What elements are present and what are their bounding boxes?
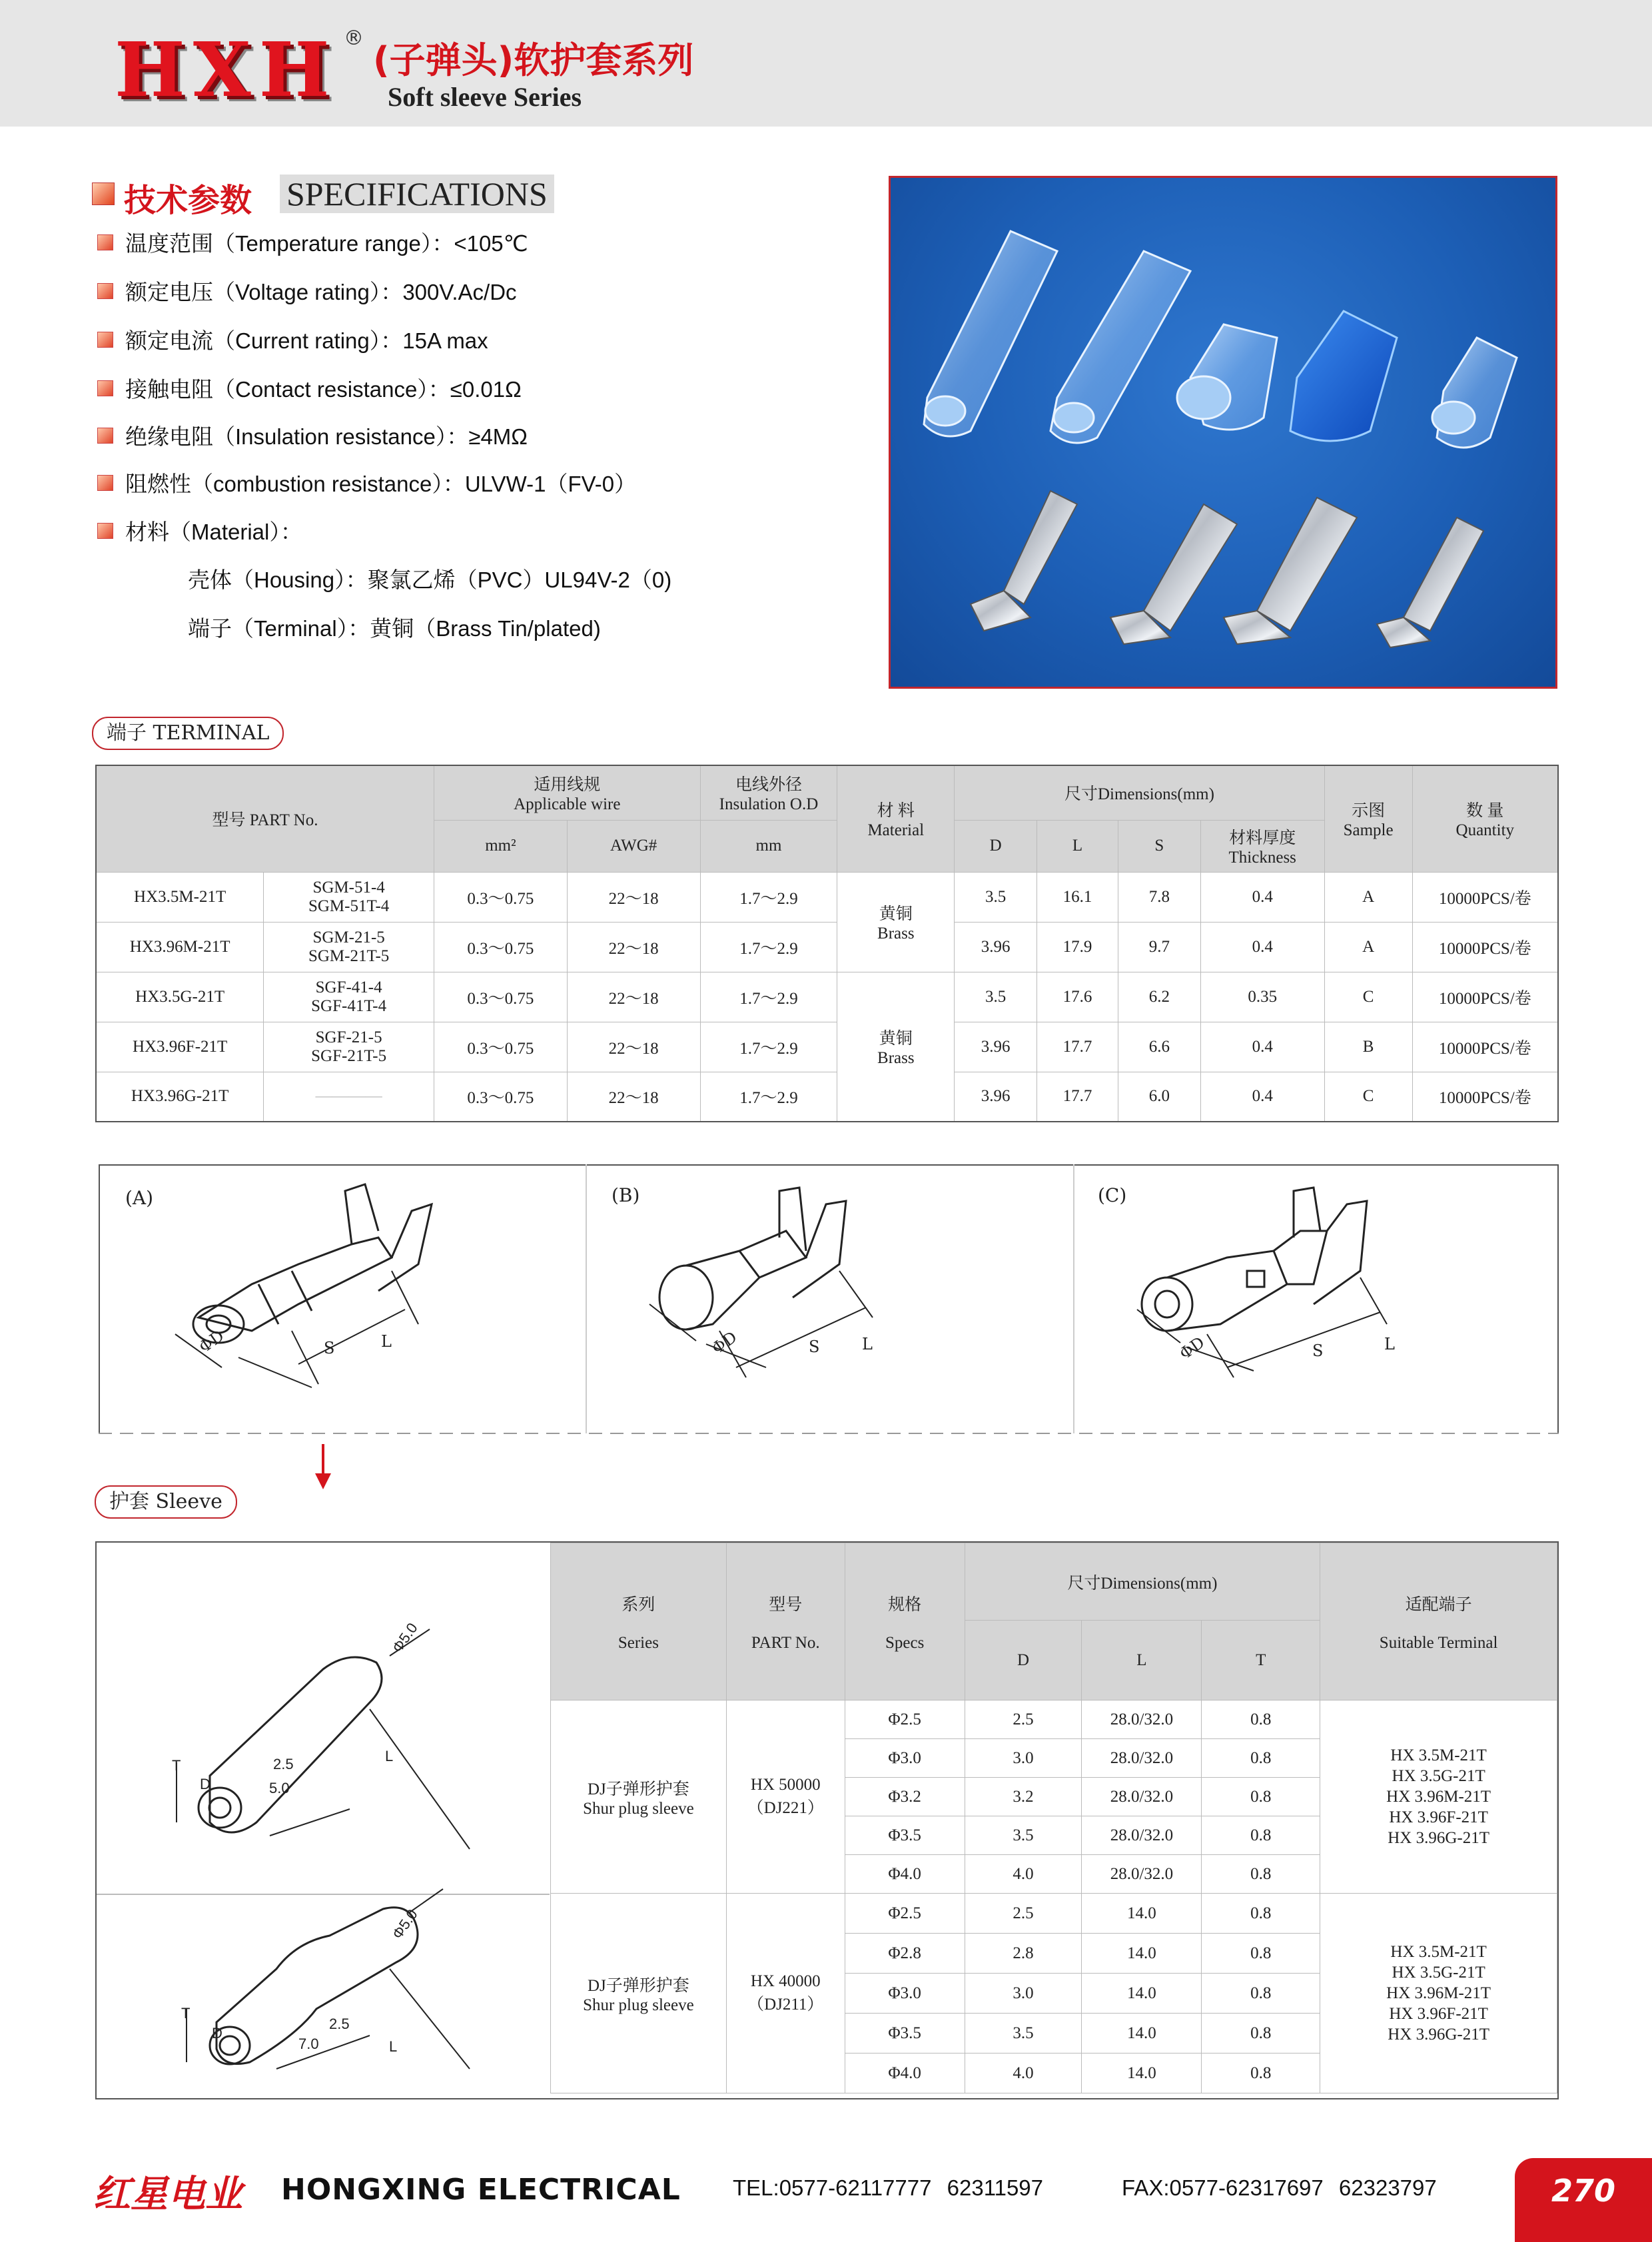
table-row	[96, 872, 1558, 922]
table-row	[96, 1022, 1558, 1072]
square-bullet-icon	[92, 183, 115, 205]
dim-label-l: L	[862, 1335, 873, 1353]
cell-qty: 10000PCS/卷	[1412, 972, 1558, 1022]
figure-label-a: (A)	[125, 1187, 154, 1209]
spec-item: 材料（Material）：	[97, 515, 302, 546]
header-applicable-wire: 适用线规 Applicable wire	[434, 765, 701, 820]
header-specs: 规格 Specs	[845, 1543, 965, 1700]
cell-mm2: 0.3～0.75	[434, 922, 568, 972]
cell-T: 0.8	[1202, 1778, 1320, 1816]
sleeve-drawings	[97, 1543, 550, 2098]
sleeve-dim-dia: Φ5.0	[388, 1906, 421, 1942]
cell-L: 14.0	[1082, 1934, 1202, 1974]
table-row	[96, 922, 1558, 972]
cell-sample: A	[1324, 872, 1412, 922]
spec-sub-item: 壳体（Housing）：聚氯乙烯（PVC）UL94V-2（0)	[188, 567, 672, 592]
cell-qty: 10000PCS/卷	[1412, 1072, 1558, 1122]
brand-logo: HXH	[115, 27, 338, 114]
cell-D: 4.0	[965, 2054, 1082, 2093]
dim-label-d: ΦD	[708, 1327, 741, 1358]
cell-part: HX3.96M-21T	[96, 922, 264, 972]
cell-sub-part: SGM-21-5 SGM-21T-5	[264, 922, 434, 972]
cell-D: 3.0	[965, 1974, 1082, 2014]
header-L: L	[1037, 820, 1118, 872]
product-photo	[889, 176, 1557, 689]
cell-awg: 22～18	[567, 922, 700, 972]
sleeve-drawing-1	[177, 1629, 470, 1849]
footer-company-en: HONGXING ELECTRICAL	[281, 2173, 681, 2207]
header-T: T	[1202, 1621, 1320, 1700]
cell-material: 黄铜 Brass	[837, 972, 955, 1122]
cell-sample: B	[1324, 1022, 1412, 1072]
cell-part: HX3.96F-21T	[96, 1022, 264, 1072]
cell-mm2: 0.3～0.75	[434, 1022, 568, 1072]
dim-label-l: L	[1384, 1335, 1395, 1353]
dim-label-s: S	[809, 1337, 820, 1356]
page-number: 270	[1551, 2173, 1616, 2209]
footer-company-cn: 红星电业	[93, 2173, 242, 2216]
spec-item: 绝缘电阻（Insulation resistance）：≥4MΩ	[97, 420, 528, 451]
dim-label-s: S	[1312, 1341, 1324, 1360]
cell-series: DJ子弹形护套 Shur plug sleeve	[551, 1700, 727, 1894]
drawing-a	[175, 1184, 432, 1387]
sleeve-dim-b: 7.0	[298, 2036, 319, 2052]
header-mm2: mm²	[434, 820, 568, 872]
cell-D: 3.5	[965, 1816, 1082, 1855]
cell-D: 3.5	[955, 972, 1037, 1022]
square-bullet-icon	[97, 234, 113, 250]
cell-spec: Φ3.5	[845, 2014, 965, 2054]
cell-od: 1.7～2.9	[700, 1072, 837, 1122]
drawing-b	[649, 1188, 873, 1377]
header-part-no: 型号 PART No.	[726, 1543, 845, 1700]
terminal-drawings	[99, 1164, 1559, 1444]
header-D: D	[965, 1621, 1082, 1700]
cell-thickness: 0.4	[1200, 1022, 1324, 1072]
cell-sample: C	[1324, 1072, 1412, 1122]
cell-D: 2.5	[965, 1894, 1082, 1934]
cell-spec: Φ4.0	[845, 2054, 965, 2093]
page-title-cn: (子弹头)软护套系列	[373, 39, 694, 81]
sleeve-dim-t: T	[172, 1757, 181, 1774]
cell-od: 1.7～2.9	[700, 872, 837, 922]
square-bullet-icon	[97, 380, 113, 396]
cell-part: HX 50000 （DJ221）	[726, 1700, 845, 1894]
terminal-section-label: 端子 TERMINAL	[92, 717, 284, 750]
cell-S: 6.6	[1118, 1022, 1200, 1072]
header-mm: mm	[700, 820, 837, 872]
cell-D: 3.96	[955, 1022, 1037, 1072]
sleeve-dim-l: L	[385, 1748, 394, 1764]
cell-part: HX3.5M-21T	[96, 872, 264, 922]
cell-T: 0.8	[1202, 1974, 1320, 2014]
figure-label-b: (B)	[612, 1184, 640, 1206]
cell-awg: 22～18	[567, 1022, 700, 1072]
cell-L: 14.0	[1082, 2054, 1202, 2093]
cell-L: 28.0/32.0	[1082, 1739, 1202, 1778]
cell-L: 14.0	[1082, 1974, 1202, 2014]
cell-spec: Φ3.2	[845, 1778, 965, 1816]
terminal-spec-table	[95, 765, 1559, 1122]
arrow-down-icon	[313, 1444, 333, 1491]
dim-label-d: ΦD	[195, 1326, 228, 1357]
cell-L: 28.0/32.0	[1082, 1778, 1202, 1816]
cell-L: 17.7	[1037, 1072, 1118, 1122]
terminal-shapes	[971, 491, 1483, 647]
page-title-en: Soft sleeve Series	[388, 82, 582, 112]
cell-awg: 22～18	[567, 972, 700, 1022]
cell-part: HX3.5G-21T	[96, 972, 264, 1022]
spec-heading-cn: 技术参数	[124, 182, 252, 219]
cell-qty: 10000PCS/卷	[1412, 922, 1558, 972]
cell-D: 3.96	[955, 922, 1037, 972]
header-awg: AWG#	[567, 820, 700, 872]
cell-sub-part: SGM-51-4 SGM-51T-4	[264, 872, 434, 922]
cell-L: 28.0/32.0	[1082, 1700, 1202, 1739]
sleeve-dim-a: 2.5	[329, 2016, 350, 2032]
cell-S: 9.7	[1118, 922, 1200, 972]
cell-part: HX3.96G-21T	[96, 1072, 264, 1122]
cell-thickness: 0.4	[1200, 922, 1324, 972]
cell-D: 4.0	[965, 1855, 1082, 1894]
cell-spec: Φ3.0	[845, 1739, 965, 1778]
spec-item: 接触电阻（Contact resistance）：≤0.01Ω	[97, 372, 522, 404]
cell-series: DJ子弹形护套 Shur plug sleeve	[551, 1894, 727, 2093]
header-thickness: 材料厚度 Thickness	[1200, 820, 1324, 872]
cell-T: 0.8	[1202, 1739, 1320, 1778]
table-row	[551, 1894, 1557, 1934]
cell-spec: Φ3.0	[845, 1974, 965, 2014]
cell-qty: 10000PCS/卷	[1412, 872, 1558, 922]
cell-D: 3.0	[965, 1739, 1082, 1778]
cell-L: 16.1	[1037, 872, 1118, 922]
header-L: L	[1082, 1621, 1202, 1700]
square-bullet-icon	[97, 523, 113, 539]
spec-sub-item: 端子（Terminal）：黄铜（Brass Tin/plated)	[188, 616, 601, 641]
cell-T: 0.8	[1202, 1816, 1320, 1855]
cell-L: 28.0/32.0	[1082, 1855, 1202, 1894]
sleeve-shapes	[924, 231, 1517, 448]
cell-sample: A	[1324, 922, 1412, 972]
cell-T: 0.8	[1202, 1700, 1320, 1739]
sleeve-dim-d: D	[200, 1776, 210, 1792]
header-insulation-od: 电线外径 Insulation O.D	[700, 765, 837, 820]
cell-part: HX 40000 （DJ211）	[726, 1894, 845, 2093]
cell-sub-part: SGF-21-5 SGF-21T-5	[264, 1022, 434, 1072]
sleeve-drawing-2	[187, 1889, 470, 2069]
cell-od: 1.7～2.9	[700, 1022, 837, 1072]
footer-tel: TEL:0577-62117777 62311597	[733, 2175, 1044, 2200]
cell-T: 0.8	[1202, 1934, 1320, 1974]
cell-awg: 22～18	[567, 1072, 700, 1122]
cell-D: 3.5	[955, 872, 1037, 922]
cell-T: 0.8	[1202, 1855, 1320, 1894]
product-photo-illustration	[891, 178, 1555, 687]
header-dimensions: 尺寸Dimensions(mm)	[965, 1543, 1320, 1621]
cell-T: 0.8	[1202, 2054, 1320, 2093]
cell-thickness: 0.35	[1200, 972, 1324, 1022]
cell-sample: C	[1324, 972, 1412, 1022]
cell-spec: Φ3.5	[845, 1816, 965, 1855]
header-dimensions: 尺寸Dimensions(mm)	[955, 765, 1324, 820]
cell-L: 28.0/32.0	[1082, 1816, 1202, 1855]
table-row	[96, 1072, 1558, 1122]
sleeve-dim-b: 5.0	[269, 1780, 290, 1796]
header-series: 系列 Series	[551, 1543, 727, 1700]
cell-D: 2.8	[965, 1934, 1082, 1974]
cell-mm2: 0.3～0.75	[434, 972, 568, 1022]
cell-T: 0.8	[1202, 1894, 1320, 1934]
cell-D: 3.2	[965, 1778, 1082, 1816]
cell-L: 17.6	[1037, 972, 1118, 1022]
cell-thickness: 0.4	[1200, 1072, 1324, 1122]
sleeve-dim-d: D	[212, 2025, 222, 2042]
dim-label-l: L	[381, 1332, 392, 1351]
dim-label-d: ΦD	[1176, 1333, 1208, 1363]
cell-L: 17.7	[1037, 1022, 1118, 1072]
square-bullet-icon	[97, 428, 113, 444]
cell-mm2: 0.3～0.75	[434, 872, 568, 922]
cell-L: 17.9	[1037, 922, 1118, 972]
table-row	[96, 972, 1558, 1022]
cell-sub-part: ————	[264, 1072, 434, 1122]
cell-material: 黄铜 Brass	[837, 872, 955, 972]
cell-S: 7.8	[1118, 872, 1200, 922]
square-bullet-icon	[97, 283, 113, 299]
header-D: D	[955, 820, 1037, 872]
cell-thickness: 0.4	[1200, 872, 1324, 922]
sleeve-dim-dia: Φ5.0	[388, 1619, 421, 1656]
header-quantity: 数 量 Quantity	[1412, 765, 1558, 872]
drawing-c	[1137, 1188, 1387, 1377]
cell-spec: Φ2.5	[845, 1894, 965, 1934]
cell-D: 2.5	[965, 1700, 1082, 1739]
figure-label-c: (C)	[1098, 1184, 1127, 1206]
spec-item: 额定电压（Voltage rating）：300V.Ac/Dc	[97, 275, 517, 306]
cell-sub-part: SGF-41-4 SGF-41T-4	[264, 972, 434, 1022]
cell-od: 1.7～2.9	[700, 922, 837, 972]
cell-D: 3.5	[965, 2014, 1082, 2054]
square-bullet-icon	[97, 332, 113, 348]
cell-D: 3.96	[955, 1072, 1037, 1122]
cell-spec: Φ2.8	[845, 1934, 965, 1974]
cell-spec: Φ4.0	[845, 1855, 965, 1894]
table-header-row	[551, 1543, 1557, 1621]
cell-L: 14.0	[1082, 1894, 1202, 1934]
header-suitable-terminal: 适配端子 Suitable Terminal	[1320, 1543, 1557, 1700]
cell-S: 6.0	[1118, 1072, 1200, 1122]
header-sample: 示图 Sample	[1324, 765, 1412, 872]
spec-heading-en: SPECIFICATIONS	[280, 175, 554, 213]
cell-L: 14.0	[1082, 2014, 1202, 2054]
cell-od: 1.7～2.9	[700, 972, 837, 1022]
sleeve-dim-t: T	[181, 2005, 191, 2022]
spec-item: 温度范围（Temperature range）：<105℃	[97, 226, 528, 258]
sleeve-spec-table	[550, 1543, 1557, 2093]
table-row	[551, 1700, 1557, 1739]
spec-item: 额定电流（Current rating）：15A max	[97, 324, 488, 355]
header-part-no: 型号 PART No.	[96, 765, 434, 872]
cell-T: 0.8	[1202, 2014, 1320, 2054]
table-header-row	[96, 765, 1558, 820]
registered-mark: ®	[344, 27, 364, 50]
sleeve-section-label: 护套 Sleeve	[95, 1485, 237, 1519]
sleeve-dim-l: L	[389, 2038, 398, 2055]
cell-awg: 22～18	[567, 872, 700, 922]
square-bullet-icon	[97, 475, 113, 491]
footer-fax: FAX:0577-62317697 62323797	[1122, 2175, 1437, 2200]
cell-S: 6.2	[1118, 972, 1200, 1022]
spec-item: 阻燃性（combustion resistance）：ULVW-1（FV-0）	[97, 467, 636, 498]
dim-label-s: S	[324, 1339, 335, 1357]
cell-qty: 10000PCS/卷	[1412, 1022, 1558, 1072]
cell-suitable-terminal: HX 3.5M-21T HX 3.5G-21T HX 3.96M-21T HX 3.96F-21T HX 3.96G-21T	[1320, 1894, 1557, 2093]
header-S: S	[1118, 820, 1200, 872]
sleeve-dim-a: 2.5	[273, 1756, 294, 1772]
cell-spec: Φ2.5	[845, 1700, 965, 1739]
header-material: 材 料 Material	[837, 765, 955, 872]
cell-suitable-terminal: HX 3.5M-21T HX 3.5G-21T HX 3.96M-21T HX 3.96F-21T HX 3.96G-21T	[1320, 1700, 1557, 1894]
cell-mm2: 0.3～0.75	[434, 1072, 568, 1122]
